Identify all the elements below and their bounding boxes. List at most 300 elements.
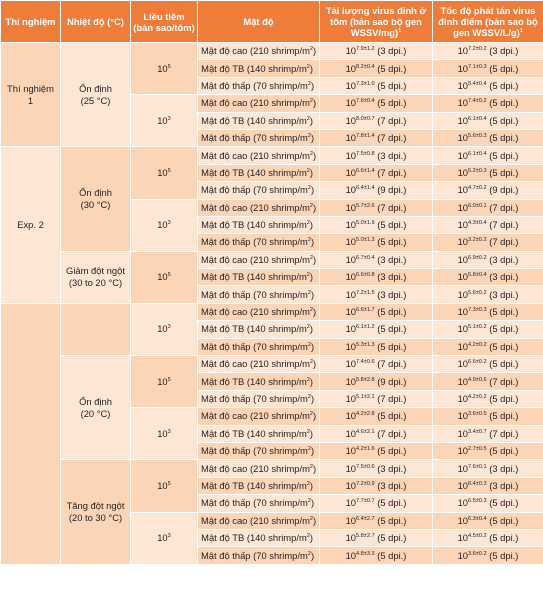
- shedding-rate-dpi: (3 dpi.): [489, 462, 519, 474]
- viral-load-dpi: (7 dpi.): [377, 427, 407, 439]
- viral-load-dpi: (7 dpi.): [377, 114, 407, 126]
- viral-load-dpi: (5 dpi.): [377, 62, 407, 74]
- density-cell: Mật độ cao (210 shrimp/$m^2$): [198, 199, 320, 216]
- viral-load-exponent: 5.8±2.7: [356, 533, 375, 539]
- shedding-rate-exponent: 6.6±0.2: [468, 359, 487, 366]
- shedding-rate-exponent: 4.2±0.2: [468, 341, 487, 348]
- viral-load-dpi: (5 dpi.): [377, 497, 407, 509]
- density-unit-exponent: 2: [306, 324, 310, 331]
- table-row: [1, 43, 543, 60]
- density-label: Mật độ cao (210 shrimp/m: [201, 410, 310, 422]
- viral-load-exponent: 6.6±1.7: [356, 306, 375, 313]
- shedding-rate-cell: [433, 269, 543, 286]
- shedding-rate-cell: [433, 338, 543, 355]
- viral-load-exponent: 7.5±0.8: [356, 150, 375, 157]
- shedding-rate-exponent: 7.4±0.2: [468, 98, 487, 105]
- viral-load-cell: [320, 60, 433, 77]
- viral-load-dpi: (5 dpi.): [377, 236, 407, 248]
- viral-load-cell: [320, 303, 433, 320]
- shedding-rate-base: 10: [457, 271, 468, 283]
- shedding-rate-exponent: 4.2±0.2: [468, 393, 487, 400]
- density-unit-exponent: 2: [307, 498, 311, 505]
- viral-load-dpi: (3 dpi.): [377, 462, 407, 474]
- viral-load-exponent: 7.4±0.6: [356, 359, 375, 366]
- viral-load-dpi: (9 dpi.): [377, 375, 407, 387]
- density-cell: Mật độ thấp (70 shrimp/$m^2$): [198, 182, 320, 199]
- density-label: Mật độ TB (140 shrimp/m: [201, 323, 307, 335]
- dose-cell: [131, 43, 198, 95]
- density-cell: Mật độ thấp (70 shrimp/$m^2$): [198, 234, 320, 251]
- viral-load-cell: [320, 95, 433, 112]
- viral-load-base: 10: [345, 497, 356, 509]
- viral-load-base: 10: [345, 462, 356, 474]
- header-viral-load: Tải lượng virus đỉnh ở tôm (bản sao bộ gen WSSV/mg)$^1$: [320, 1, 433, 43]
- shedding-rate-base: 10: [457, 514, 468, 526]
- density-unit-exponent: 2: [306, 428, 310, 435]
- dose-base: 10: [157, 114, 168, 126]
- viral-load-base: 10: [345, 201, 356, 213]
- viral-load-cell: [320, 251, 433, 268]
- viral-load-base: 10: [345, 306, 356, 318]
- density-cell: Mật độ TB (140 shrimp/$m^2$): [198, 216, 320, 233]
- density-unit-exponent: 2: [309, 306, 314, 313]
- shedding-rate-exponent: 6.4±0.3: [468, 480, 487, 487]
- viral-load-dpi: (7 dpi.): [377, 132, 407, 144]
- viral-load-base: 10: [345, 358, 356, 370]
- experiment-label: Exp. 2: [17, 219, 44, 231]
- shedding-rate-base: 10: [457, 97, 468, 109]
- viral-load-exponent: 8.2±0.4: [356, 63, 375, 70]
- experiment-cell: [1, 43, 61, 147]
- density-unit-exponent: 2: [307, 550, 311, 557]
- viral-load-dpi: (3 dpi.): [377, 288, 407, 300]
- shedding-rate-cell: [433, 112, 543, 129]
- viral-load-dpi: (5 dpi.): [377, 219, 407, 231]
- density-unit-exponent: 2: [306, 115, 310, 122]
- shedding-rate-cell: [433, 77, 543, 94]
- density-cell: Mật độ thấp (70 shrimp/$m^2$): [198, 442, 320, 459]
- viral-load-base: 10: [345, 532, 356, 544]
- shedding-rate-cell: [433, 373, 543, 390]
- temperature-cell: [61, 251, 131, 303]
- viral-load-cell: [320, 495, 433, 512]
- shedding-rate-exponent: 5.6±0.3: [468, 133, 487, 140]
- viral-load-exponent: 6.6±1.4: [356, 167, 375, 174]
- density-cell: Mật độ TB (140 shrimp/$m^2$): [198, 269, 320, 286]
- shedding-rate-base: 10: [457, 497, 468, 509]
- shedding-rate-dpi: (5 dpi.): [489, 410, 519, 422]
- shedding-rate-dpi: (5 dpi.): [489, 532, 519, 544]
- viral-load-dpi: (7 dpi.): [377, 358, 407, 370]
- header-density: Mật độ: [198, 1, 320, 43]
- density-cell: Mật độ thấp (70 shrimp/$m^2$): [198, 129, 320, 146]
- density-cell: Mật độ TB (140 shrimp/$m^2$): [198, 164, 320, 181]
- dose-exponent: 3: [167, 324, 171, 331]
- shedding-rate-cell: [433, 251, 543, 268]
- viral-load-dpi: (3 dpi.): [377, 149, 407, 161]
- density-label: Mật độ thấp (70 shrimp/m: [201, 445, 308, 457]
- viral-load-base: 10: [345, 549, 356, 561]
- density-cell: Mật độ TB (140 shrimp/$m^2$): [198, 477, 320, 494]
- viral-load-dpi: (5 dpi.): [377, 410, 407, 422]
- viral-load-dpi: (5 dpi.): [377, 514, 407, 526]
- viral-load-exponent: 5.0±1.9: [356, 219, 375, 226]
- viral-load-dpi: (5 dpi.): [377, 79, 407, 91]
- density-unit-exponent: 2: [306, 376, 310, 383]
- density-label: Mật độ thấp (70 shrimp/m: [201, 393, 308, 404]
- density-unit-exponent: 2: [306, 480, 310, 487]
- shedding-rate-base: 10: [457, 114, 468, 126]
- shedding-rate-dpi: (3 dpi.): [489, 253, 519, 265]
- shedding-rate-cell: [433, 164, 543, 181]
- density-label: Mật độ TB (140 shrimp/m: [201, 166, 307, 178]
- density-cell: Mật độ thấp (70 shrimp/$m^2$): [198, 495, 320, 512]
- density-label: Mật độ thấp (70 shrimp/m: [201, 132, 308, 144]
- experiment-cell: [1, 147, 61, 304]
- shedding-rate-dpi: (5 dpi.): [489, 114, 519, 126]
- density-label: Mật độ cao (210 shrimp/m: [201, 253, 310, 265]
- density-cell: Mật độ cao (210 shrimp/$m^2$): [198, 512, 320, 529]
- dose-base: 10: [157, 427, 168, 439]
- density-unit-exponent: 2: [307, 185, 311, 192]
- density-cell: Mật độ TB (140 shrimp/$m^2$): [198, 373, 320, 390]
- density-label: Mật độ TB (140 shrimp/m: [201, 375, 307, 387]
- shedding-rate-dpi: (3 dpi.): [489, 45, 519, 57]
- shedding-rate-base: 10: [457, 479, 468, 491]
- density-unit-exponent: 2: [309, 515, 314, 522]
- dose-cell: [131, 147, 198, 199]
- shedding-rate-cell: [433, 43, 543, 60]
- shedding-rate-cell: [433, 442, 543, 459]
- viral-load-base: 10: [345, 514, 356, 526]
- shedding-rate-dpi: (5 dpi.): [489, 445, 519, 457]
- shedding-rate-cell: [433, 234, 543, 251]
- shedding-rate-cell: [433, 425, 543, 442]
- shedding-rate-base: 10: [457, 149, 468, 161]
- shedding-rate-exponent: 5.6±0.2: [468, 289, 487, 296]
- viral-load-cell: [320, 512, 433, 529]
- viral-load-base: 10: [345, 323, 356, 335]
- shedding-rate-cell: [433, 60, 543, 77]
- density-cell: Mật độ TB (140 shrimp/$m^2$): [198, 321, 320, 338]
- density-unit-exponent: 2: [309, 359, 314, 366]
- viral-load-base: 10: [345, 427, 356, 439]
- shedding-rate-cell: [433, 321, 543, 338]
- viral-load-dpi: (5 dpi.): [377, 532, 407, 544]
- shedding-rate-cell: [433, 390, 543, 407]
- shedding-rate-cell: [433, 199, 543, 216]
- density-cell: Mật độ cao (210 shrimp/$m^2$): [198, 303, 320, 320]
- shedding-rate-dpi: (3 dpi.): [489, 479, 519, 491]
- density-label: Mật độ cao (210 shrimp/m: [201, 306, 310, 318]
- density-cell: Mật độ cao (210 shrimp/$m^2$): [198, 408, 320, 425]
- shedding-rate-base: 10: [457, 393, 468, 404]
- density-cell: Mật độ thấp (70 shrimp/$m^2$): [198, 338, 320, 355]
- density-label: Mật độ thấp (70 shrimp/m: [201, 340, 308, 352]
- viral-load-base: 10: [345, 236, 356, 248]
- viral-load-exponent: 5.0±1.3: [356, 237, 375, 244]
- shedding-rate-dpi: (5 dpi.): [489, 323, 519, 335]
- dose-base: 10: [157, 323, 168, 335]
- shedding-rate-exponent: 7.3±0.3: [468, 306, 487, 313]
- shedding-rate-exponent: 7.6±0.1: [468, 463, 487, 470]
- shedding-rate-base: 10: [457, 375, 468, 387]
- table-row: [1, 460, 543, 477]
- shedding-rate-cell: [433, 216, 543, 233]
- density-unit-exponent: 2: [307, 133, 311, 140]
- viral-load-cell: [320, 43, 433, 60]
- dose-base: 10: [157, 219, 168, 231]
- density-unit-exponent: 2: [309, 411, 314, 418]
- viral-load-exponent: 4.8±3.3: [356, 550, 375, 557]
- shedding-rate-exponent: 3.6±0.2: [468, 550, 487, 557]
- viral-load-exponent: 7.3±1.0: [356, 80, 375, 87]
- dose-base: 10: [157, 166, 168, 178]
- density-cell: Mật độ TB (140 shrimp/$m^2$): [198, 60, 320, 77]
- shedding-rate-exponent: 6.5±0.3: [468, 498, 487, 505]
- temperature-value: (20 °C): [80, 407, 111, 419]
- density-cell: Mật độ cao (210 shrimp/$m^2$): [198, 460, 320, 477]
- density-unit-exponent: 2: [306, 272, 310, 279]
- header-shedding-rate: Tốc độ phát tán virus đỉnh điểm (bản sao bộ gen WSSV/L/g)$^1$: [433, 1, 543, 43]
- shedding-rate-exponent: 3.4±0.7: [468, 428, 487, 435]
- shedding-rate-dpi: (7 dpi.): [489, 236, 519, 248]
- viral-load-dpi: (9 dpi.): [377, 184, 407, 196]
- density-label: Mật độ TB (140 shrimp/m: [201, 427, 307, 439]
- dose-cell: [131, 460, 198, 512]
- density-label: Mật độ thấp (70 shrimp/m: [201, 549, 308, 561]
- shedding-rate-base: 10: [457, 410, 468, 422]
- shedding-rate-dpi: (5 dpi.): [489, 79, 519, 91]
- shedding-rate-base: 10: [457, 445, 468, 457]
- density-label: Mật độ thấp (70 shrimp/m: [201, 184, 308, 196]
- shedding-rate-cell: [433, 477, 543, 494]
- viral-load-base: 10: [345, 445, 356, 457]
- dose-cell: [131, 512, 198, 564]
- temperature-value: (20 to 30 °C): [68, 512, 123, 524]
- shedding-rate-base: 10: [457, 340, 468, 352]
- viral-load-base: 10: [345, 219, 356, 231]
- shedding-rate-base: 10: [457, 62, 468, 74]
- shedding-rate-base: 10: [457, 427, 468, 439]
- viral-load-cell: [320, 442, 433, 459]
- viral-load-exponent: 6.4±2.7: [356, 515, 375, 522]
- density-cell: Mật độ thấp (70 shrimp/$m^2$): [198, 547, 320, 564]
- dose-cell: [131, 303, 198, 355]
- shedding-rate-cell: [433, 529, 543, 546]
- viral-load-cell: [320, 77, 433, 94]
- viral-load-base: 10: [345, 166, 356, 178]
- viral-load-base: 10: [345, 62, 356, 74]
- viral-load-exponent: 6.7±0.4: [356, 254, 375, 261]
- temperature-cell: [61, 460, 131, 564]
- viral-load-cell: [320, 425, 433, 442]
- table-row: [1, 356, 543, 373]
- shedding-rate-base: 10: [457, 549, 468, 561]
- density-label: Mật độ cao (210 shrimp/m: [201, 149, 310, 161]
- viral-load-cell: [320, 199, 433, 216]
- density-unit-exponent: 2: [309, 254, 314, 261]
- density-label: Mật độ thấp (70 shrimp/m: [201, 236, 308, 248]
- viral-load-base: 10: [345, 410, 356, 422]
- density-label: Mật độ TB (140 shrimp/m: [201, 271, 307, 283]
- dose-exponent: 3: [167, 428, 171, 435]
- viral-load-cell: [320, 477, 433, 494]
- viral-load-exponent: 5.1±2.1: [356, 393, 375, 400]
- viral-load-exponent: 5.3±1.3: [356, 341, 375, 348]
- shedding-rate-dpi: (5 dpi.): [489, 306, 519, 318]
- shedding-rate-exponent: 7.1±0.3: [468, 63, 487, 70]
- density-label: Mật độ cao (210 shrimp/m: [201, 358, 310, 370]
- dose-cell: [131, 251, 198, 303]
- header-temperature: Nhiệt độ (°C): [61, 1, 131, 43]
- viral-load-cell: [320, 460, 433, 477]
- shedding-rate-exponent: 3.6±0.5: [468, 411, 487, 418]
- temperature-value: (30 to 20 °C): [68, 277, 123, 289]
- shedding-rate-base: 10: [457, 236, 468, 248]
- experiment-label: Thí nghiệm 1: [7, 82, 54, 106]
- density-unit-exponent: 2: [307, 393, 311, 400]
- viral-load-base: 10: [345, 375, 356, 387]
- table-row: [1, 251, 543, 268]
- density-cell: Mật độ TB (140 shrimp/$m^2$): [198, 112, 320, 129]
- viral-load-dpi: (5 dpi.): [377, 323, 407, 335]
- density-cell: Mật độ thấp (70 shrimp/$m^2$): [198, 390, 320, 407]
- shedding-rate-dpi: (5 dpi.): [489, 166, 519, 178]
- viral-load-exponent: 4.6±2.1: [356, 428, 375, 435]
- dose-cell: [131, 356, 198, 408]
- shedding-rate-base: 10: [457, 253, 468, 265]
- shedding-rate-cell: [433, 512, 543, 529]
- density-label: Mật độ TB (140 shrimp/m: [201, 62, 307, 74]
- density-unit-exponent: 2: [307, 80, 311, 87]
- viral-load-cell: [320, 547, 433, 564]
- temperature-condition: Giảm đột ngột: [66, 265, 125, 277]
- dose-exponent: 5: [167, 167, 171, 174]
- shedding-rate-dpi: (3 dpi.): [489, 271, 519, 283]
- shedding-rate-base: 10: [457, 462, 468, 474]
- density-unit-exponent: 2: [309, 150, 314, 157]
- dose-exponent: 3: [167, 115, 171, 122]
- density-cell: Mật độ thấp (70 shrimp/$m^2$): [198, 77, 320, 94]
- shedding-rate-dpi: (5 dpi.): [489, 358, 519, 370]
- shedding-rate-dpi: (5 dpi.): [489, 497, 519, 509]
- shedding-rate-exponent: 4.5±0.2: [468, 533, 487, 539]
- viral-load-exponent: 4.2±2.8: [356, 411, 375, 418]
- shedding-rate-base: 10: [457, 184, 468, 196]
- temperature-cell: [61, 303, 131, 355]
- shedding-rate-cell: [433, 547, 543, 564]
- dose-exponent: 3: [167, 219, 171, 226]
- viral-load-exponent: 6.1±1.2: [356, 324, 375, 331]
- viral-load-exponent: 5.7±2.6: [356, 202, 375, 209]
- shedding-rate-base: 10: [457, 201, 468, 213]
- density-unit-exponent: 2: [306, 63, 310, 70]
- viral-load-exponent: 7.9±1.2: [356, 46, 375, 53]
- shedding-rate-cell: [433, 147, 543, 164]
- shedding-rate-base: 10: [457, 532, 468, 544]
- viral-load-base: 10: [345, 288, 356, 300]
- shedding-rate-dpi: (9 dpi.): [489, 184, 519, 196]
- density-cell: Mật độ TB (140 shrimp/$m^2$): [198, 425, 320, 442]
- viral-load-cell: [320, 182, 433, 199]
- viral-load-exponent: 7.8±1.4: [356, 133, 375, 140]
- shedding-rate-cell: [433, 129, 543, 146]
- experiment-cell: [1, 303, 61, 564]
- dose-exponent: 3: [167, 533, 171, 539]
- density-label: Mật độ thấp (70 shrimp/m: [201, 288, 308, 300]
- shedding-rate-exponent: 6.3±0.4: [468, 515, 487, 522]
- viral-load-cell: [320, 321, 433, 338]
- viral-load-dpi: (5 dpi.): [377, 97, 407, 109]
- viral-load-exponent: 7.5±0.6: [356, 463, 375, 470]
- density-cell: Mật độ cao (210 shrimp/$m^2$): [198, 43, 320, 60]
- viral-load-dpi: (5 dpi.): [377, 340, 407, 352]
- shedding-rate-dpi: (5 dpi.): [489, 340, 519, 352]
- shedding-rate-exponent: 3.2±0.2: [468, 237, 487, 244]
- density-label: Mật độ cao (210 shrimp/m: [201, 45, 310, 57]
- density-label: Mật độ cao (210 shrimp/m: [201, 462, 310, 474]
- viral-load-cell: [320, 356, 433, 373]
- viral-load-dpi: (3 dpi.): [377, 45, 407, 57]
- shedding-rate-dpi: (5 dpi.): [489, 62, 519, 74]
- viral-load-base: 10: [345, 271, 356, 283]
- density-label: Mật độ TB (140 shrimp/m: [201, 479, 307, 491]
- viral-load-dpi: (5 dpi.): [377, 306, 407, 318]
- density-cell: Mật độ cao (210 shrimp/$m^2$): [198, 251, 320, 268]
- density-cell: Mật độ cao (210 shrimp/$m^2$): [198, 356, 320, 373]
- shedding-rate-cell: [433, 495, 543, 512]
- shedding-rate-dpi: (3 dpi.): [489, 288, 519, 300]
- viral-load-cell: [320, 529, 433, 546]
- viral-load-exponent: 7.6±0.4: [356, 98, 375, 105]
- shedding-rate-exponent: 5.2±0.3: [468, 167, 487, 174]
- header-dose: Liều tiêm (bản sao/tôm): [131, 1, 198, 43]
- shedding-rate-base: 10: [457, 306, 468, 318]
- dose-exponent: 5: [167, 63, 171, 70]
- dose-cell: [131, 199, 198, 251]
- shedding-rate-exponent: 5.4±0.4: [468, 80, 487, 87]
- viral-load-cell: [320, 338, 433, 355]
- density-label: Mật độ thấp (70 shrimp/m: [201, 497, 308, 509]
- shedding-rate-cell: [433, 460, 543, 477]
- shedding-rate-exponent: 6.0±0.1: [468, 202, 487, 209]
- shedding-rate-exponent: 6.1±0.4: [468, 150, 487, 157]
- viral-load-dpi: (3 dpi.): [377, 253, 407, 265]
- viral-load-dpi: (5 dpi.): [377, 445, 407, 457]
- viral-load-base: 10: [345, 184, 356, 196]
- temperature-cell: [61, 43, 131, 147]
- viral-load-cell: [320, 390, 433, 407]
- dose-cell: [131, 95, 198, 147]
- dose-exponent: 5: [167, 480, 171, 487]
- shedding-rate-dpi: (5 dpi.): [489, 132, 519, 144]
- table-row: [1, 303, 543, 320]
- viral-load-base: 10: [345, 340, 356, 352]
- density-cell: Mật độ thấp (70 shrimp/$m^2$): [198, 286, 320, 303]
- shedding-rate-exponent: 4.9±0.6: [468, 376, 487, 383]
- shedding-rate-base: 10: [457, 45, 468, 57]
- viral-load-base: 10: [345, 149, 356, 161]
- viral-load-exponent: 7.7±0.7: [356, 498, 375, 505]
- dose-base: 10: [157, 375, 168, 387]
- dose-cell: [131, 408, 198, 460]
- density-unit-exponent: 2: [307, 341, 311, 348]
- temperature-condition: Ổn định: [79, 82, 112, 94]
- density-cell: Mật độ cao (210 shrimp/$m^2$): [198, 95, 320, 112]
- density-label: Mật độ cao (210 shrimp/m: [201, 97, 310, 109]
- density-cell: Mật độ TB (140 shrimp/$m^2$): [198, 529, 320, 546]
